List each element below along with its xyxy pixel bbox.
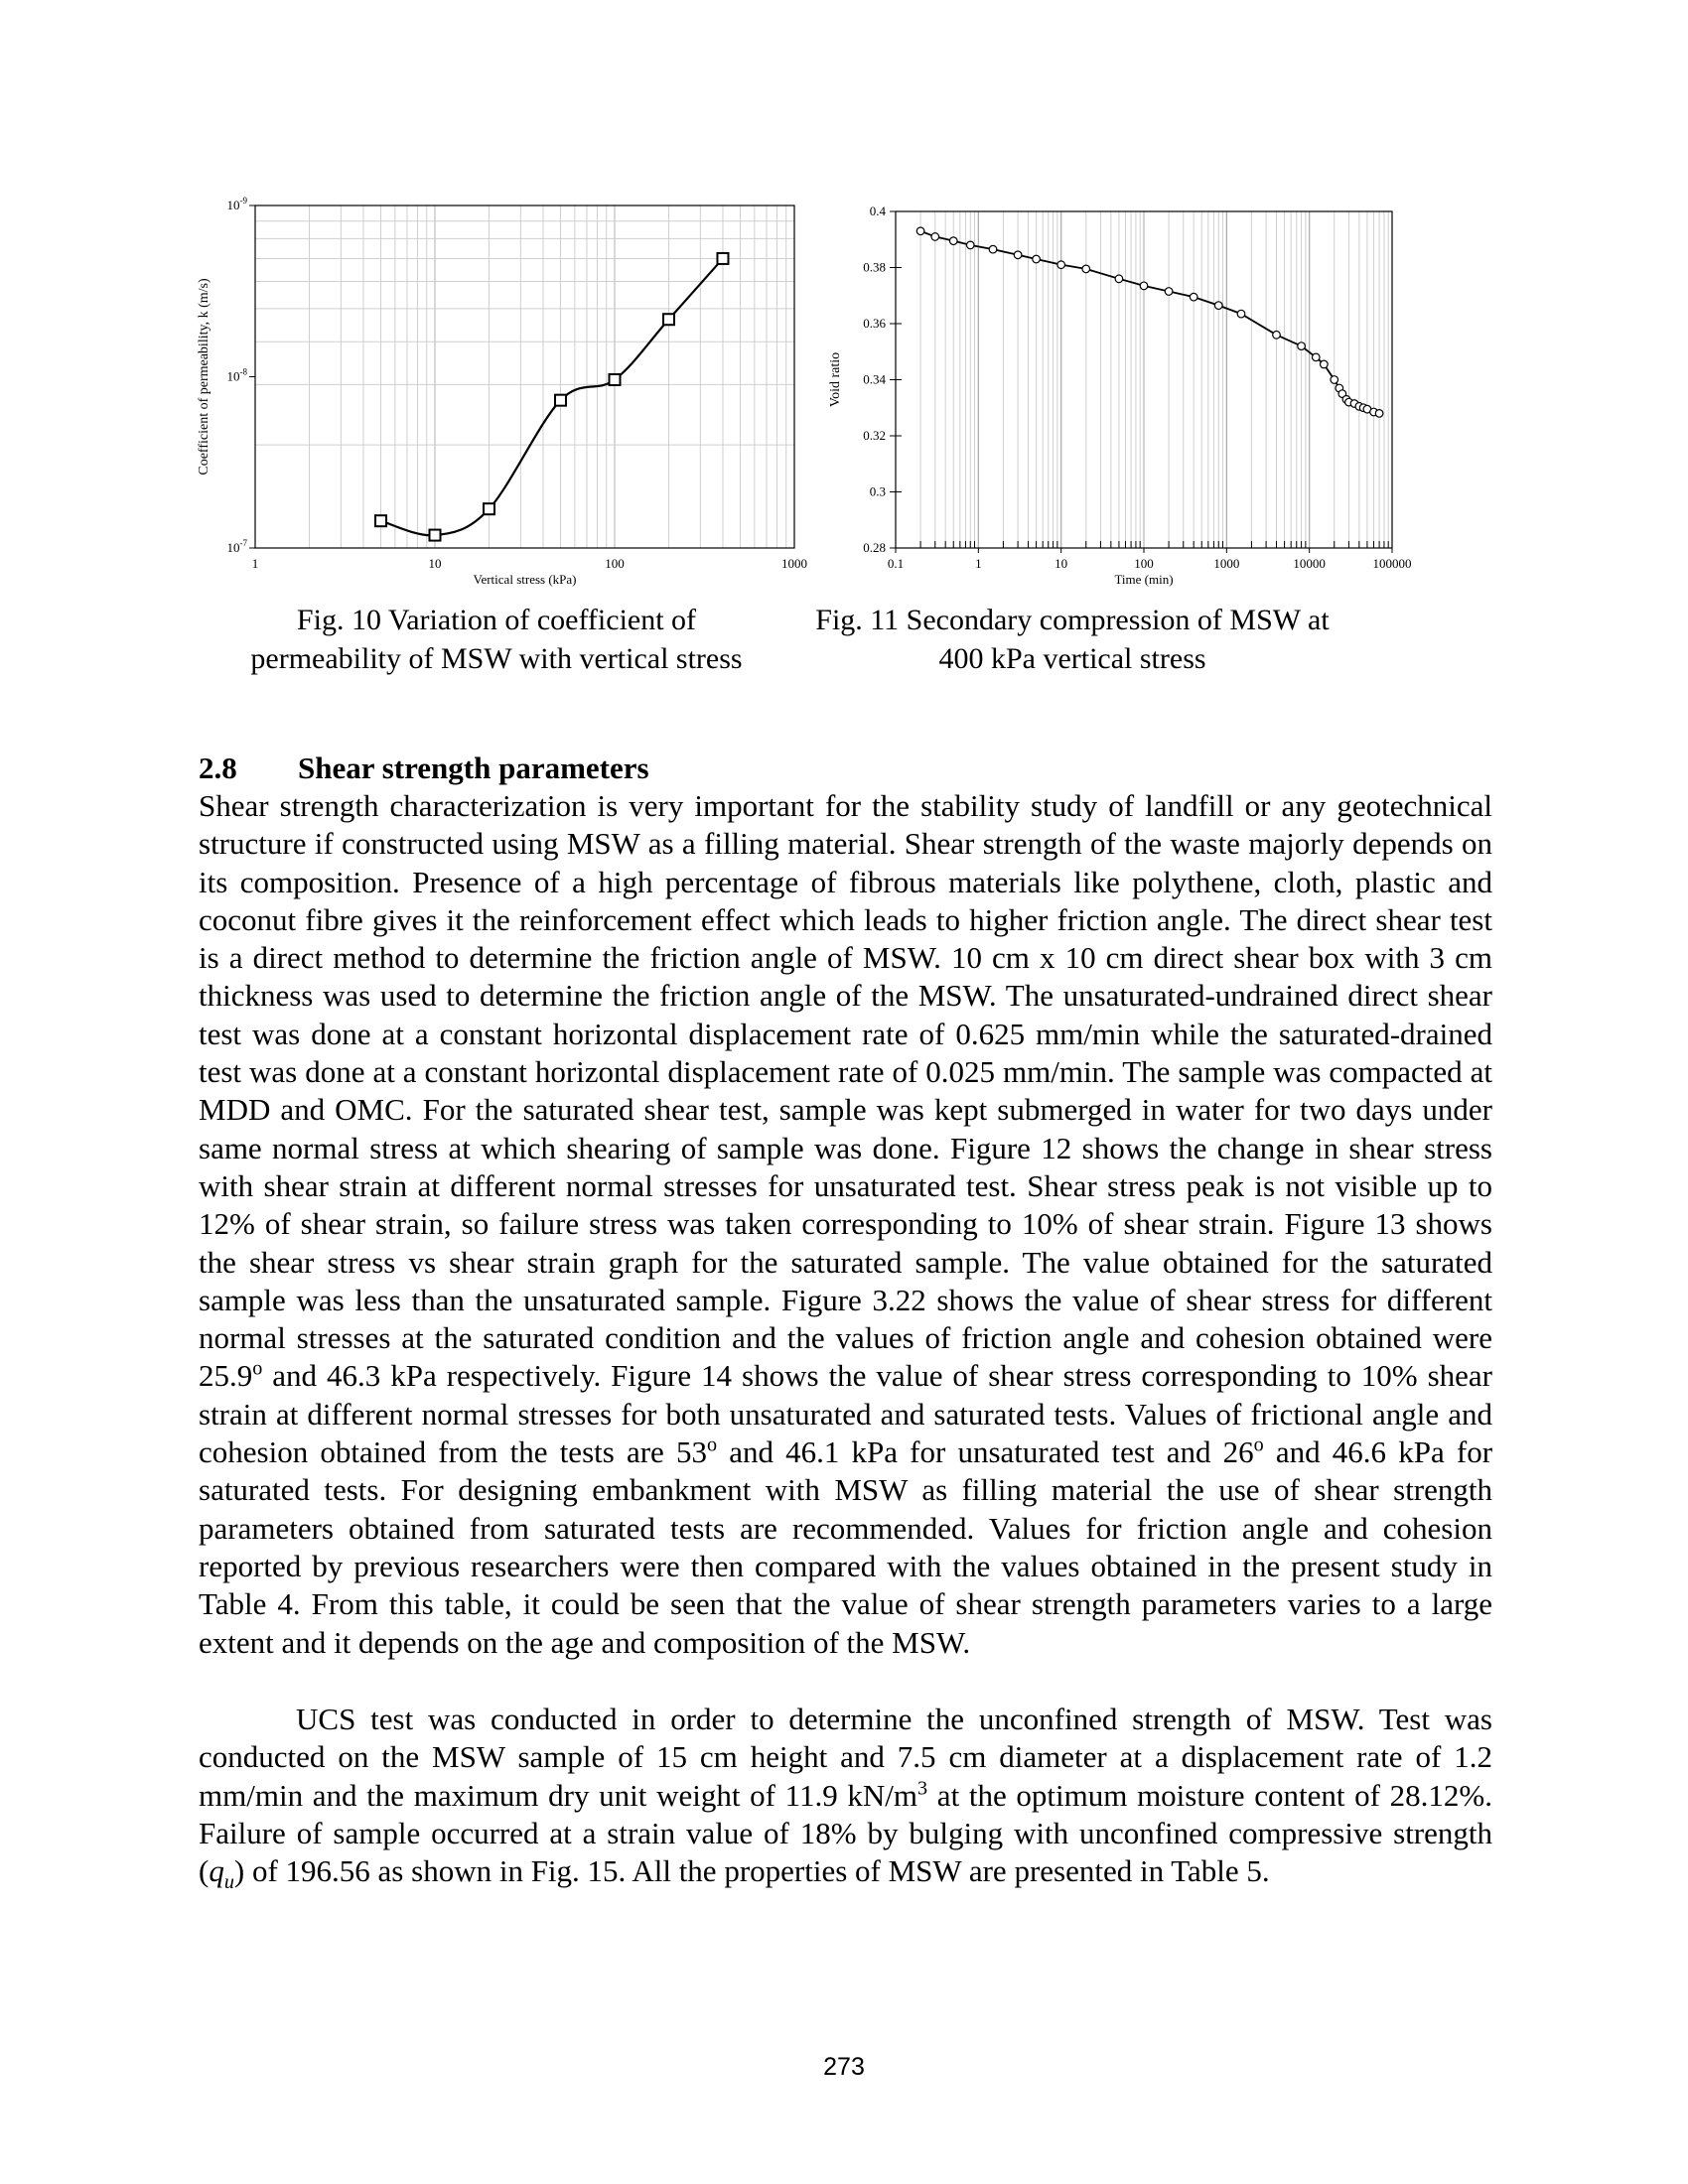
fig11-data-point <box>1033 255 1041 263</box>
fig11-data-point <box>1082 265 1090 273</box>
fig11-data-point <box>1165 288 1173 296</box>
fig10-ylabel: Coefficient of permeability, k (m/s) <box>197 278 211 476</box>
paragraph-ucs-run: at the optimum moisture content of 28.12%. Failure of sample occurred at a strain value of 18% by bulging with unconfined compressive strength ( <box>199 1777 1492 1889</box>
paragraph-ucs-run: u <box>223 1871 234 1894</box>
fig11-ytick-label: 0.38 <box>863 259 886 275</box>
paragraph-shear-strength-run: and 46.1 kPa for unsaturated test and 26 <box>717 1434 1254 1470</box>
fig11-ylabel: Void ratio <box>828 351 843 408</box>
paragraph-ucs <box>199 1701 1492 1894</box>
fig10-xlabel: Vertical stress (kPa) <box>473 572 577 587</box>
fig10-xtick-label: 1000 <box>781 556 807 571</box>
fig10-data-point <box>430 530 441 541</box>
paragraph-shear-strength-run: o <box>706 1433 718 1456</box>
fig11-xtick-label: 0.1 <box>887 556 905 571</box>
fig11-data-point <box>1298 342 1306 350</box>
fig11-data-point <box>1140 282 1148 290</box>
fig11-data-point <box>989 245 997 253</box>
fig11-data-point <box>1115 275 1123 283</box>
fig11-caption-line-2: 400 kPa vertical stress <box>938 642 1206 675</box>
figure-11 <box>819 194 1455 611</box>
fig10-xtick-label: 10 <box>428 556 442 571</box>
fig10-chart <box>184 194 819 611</box>
fig11-series-line <box>920 231 1379 414</box>
paragraph-shear-strength <box>199 787 1492 1662</box>
paragraph-shear-strength-run: and 46.6 kPa for saturated tests. For designing embankment with MSW as filling material the use of shear strength parameters obtained from saturated tests are recommended. Values for friction angle and cohesion reported by previous researchers were then compared with the values obtained in the present study in Table 4. From this table, it could be seen that the value of shear strength parameters varies to a large extent and it depends on the age and composition of the MSW. <box>199 1434 1493 1660</box>
fig11-data-point <box>916 227 924 235</box>
fig10-data-point <box>610 374 621 385</box>
section-title: Shear strength parameters <box>298 751 649 785</box>
fig11-ytick-label: 0.3 <box>869 483 886 499</box>
fig11-data-point <box>1190 293 1197 301</box>
fig11-ytick-label: 0.34 <box>863 371 886 387</box>
fig11-ytick-label: 0.28 <box>863 540 886 555</box>
fig10-series-line <box>381 258 723 535</box>
fig10-grid <box>255 205 794 548</box>
fig11-ytick-label: 0.32 <box>863 428 886 443</box>
fig11-caption <box>794 601 1350 678</box>
fig10-ytick-label: $10^{-7}$ <box>226 538 247 555</box>
fig11-data-point <box>1237 310 1245 318</box>
fig10-data-point <box>717 253 728 264</box>
fig10-caption <box>199 601 794 678</box>
paragraph-shear-strength-run: and 46.3 kPa respectively. Figure 14 shows the value of shear stress corresponding to 10% shear strain at different normal stresses for both unsaturated and saturated tests. Values of frictional angle and cohesion obtained from the tests are 53 <box>199 1358 1492 1470</box>
fig11-caption-line-1: Fig. 11 Secondary compression of MSW at <box>815 604 1330 636</box>
fig11-xtick-label: 100 <box>1134 556 1154 571</box>
fig11-grid <box>896 211 1392 548</box>
paragraph-shear-strength-run: Shear strength characterization is very important for the stability study of landfill or any geotechnical structure if constructed using MSW as a filling material. Shear strength of the waste majorly depends on its composition. Presence of a high percentage of fibrous materials like polythene, cloth, plastic and coconut fibre gives it the reinforcement effect which leads to higher friction angle. The direct shear test is a direct method to determine the friction angle of MSW. 10 cm x 10 cm direct shear box with 3 cm thickness was used to determine the friction angle of the MSW. The unsaturated-undrained direct shear test was done at a constant horizontal displacement rate of 0.625 mm/min while the saturated-drained test was done at a constant horizontal displacement rate of 0.025 mm/min. The sample was compacted at MDD and OMC. For the saturated shear test, sample was kept submerged in water for two days under same normal stress at which shearing of sample was done. Figure 12 shows the change in shear stress with shear strain at different normal stresses for unsaturated test. Shear stress peak is not visible up to 12% of shear strain, so failure stress was taken corresponding to 10% of shear strain. Figure 13 shows the shear stress vs shear strain graph for the saturated sample. The value obtained for the saturated sample was less than the unsaturated sample. Figure 3.22 shows the value of shear stress for different normal stresses at the saturated condition and the values of friction angle and cohesion obtained were 25.9 <box>199 788 1492 1394</box>
fig10-xtick-label: 100 <box>605 556 625 571</box>
paragraph-ucs-run: UCS test was conducted in order to determine the unconfined strength of MSW. Test was conducted on the MSW sample of 15 cm height and 7.5 cm diameter at a displacement rate of 1.2 mm/min and the maximum dry unit weight of 11.9 kN/m <box>199 1702 1492 1813</box>
fig10-data-point <box>375 515 386 526</box>
fig10-caption-line-2: permeability of MSW with vertical stress <box>250 642 743 675</box>
fig11-ytick-label: 0.4 <box>869 204 886 218</box>
fig11-data-point <box>1014 251 1022 259</box>
fig10-ytick-label: $10^{-8}$ <box>226 366 247 384</box>
paragraph-ucs-run: q <box>209 1853 224 1889</box>
paragraph-shear-strength-run: o <box>252 1358 263 1381</box>
fig11-xtick-label: 10 <box>1055 556 1068 571</box>
fig11-data-point <box>1057 261 1065 269</box>
fig11-xtick-label: 100000 <box>1372 556 1412 571</box>
fig10-data-point <box>663 314 674 325</box>
fig11-data-point <box>1273 332 1281 340</box>
fig11-data-point <box>949 237 957 245</box>
fig11-data-point <box>1331 376 1338 384</box>
fig11-data-point <box>966 241 974 249</box>
fig11-data-point <box>1312 353 1320 361</box>
fig11-data-point <box>931 233 939 241</box>
paragraph-shear-strength-run: o <box>1253 1433 1264 1456</box>
fig10-data-point <box>484 503 494 514</box>
fig11-chart <box>819 194 1455 611</box>
fig11-data-point <box>1375 410 1383 418</box>
fig10-caption-line-1: Fig. 10 Variation of coefficient of <box>296 604 697 636</box>
fig11-data-point <box>1321 360 1329 368</box>
paragraph-ucs-run: 3 <box>917 1777 928 1800</box>
fig10-ytick-label: $10^{-9}$ <box>226 196 247 212</box>
fig10-plot-frame <box>255 205 794 548</box>
fig11-xtick-label: 1 <box>975 556 982 571</box>
fig11-xtick-label: 1000 <box>1213 556 1240 571</box>
section-number: 2.8 <box>199 751 237 785</box>
fig11-data-point <box>1214 302 1222 310</box>
fig11-ytick-label: 0.36 <box>863 316 886 331</box>
fig11-xlabel: Time (min) <box>1114 572 1174 587</box>
section-heading <box>199 751 649 786</box>
page-number: 273 <box>823 2053 865 2081</box>
fig10-data-point <box>555 395 566 406</box>
figure-10 <box>184 194 819 611</box>
fig10-xtick-label: 1 <box>251 556 259 571</box>
paragraph-ucs-run: ) of 196.56 as shown in Fig. 15. All the properties of MSW are presented in Table 5. <box>233 1853 1270 1889</box>
fig11-xtick-label: 10000 <box>1293 556 1326 571</box>
